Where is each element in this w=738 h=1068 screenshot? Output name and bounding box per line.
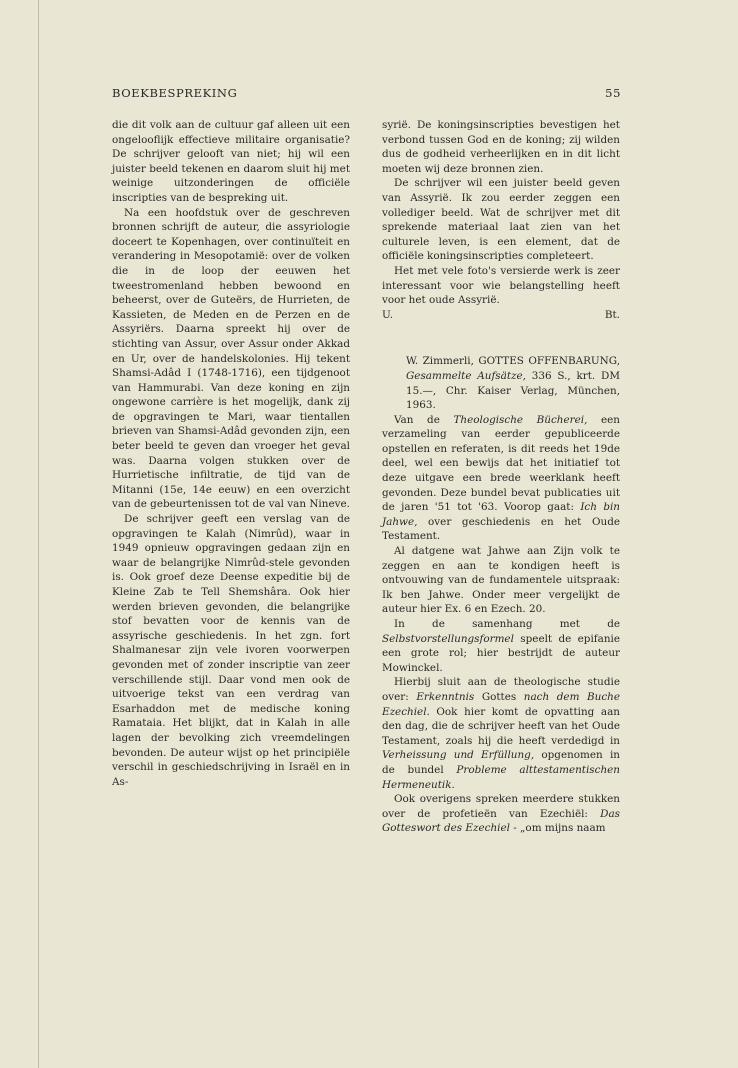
paragraph: In de samenhang met de Selbstvorstellungsformel speelt de epifanie een grote rol; hier bestrijdt de auteur Mowinckel. xyxy=(382,618,620,674)
essay-title: Ich bin Jahwe, xyxy=(382,501,620,528)
review-details: 336 S., krt. DM 15.—, Chr. Kaiser Verlag, München, 1963. xyxy=(406,369,620,412)
paragraph: De schrijver geeft een verslag van de opgravingen te Kalah (Nimrûd), waar in 1949 opnieuw opgravingen gedaan zijn en waar de belangrijke Nimrûd-stele gevonden is. Ook groef deze Deense expeditie bij de Kleine Zab te Tell Shemshâra. Ook hier werden brieven gevonden, die belangrijke stof bevatten voor de kennis van de assyrische geschiedenis. In het zgn. fort Shalmanesar zijn vele ivoren voorwerpen gevonden met of zonder inscriptie van zeer verschillende stijl. Daar vond men ook de uitvoerige tekst van een verdrag van Esarhaddon met de medische koning Ramataia. Het blijkt, dat in Kalah in alle lagen der bevolking zich vreemdelingen bevonden. De auteur wijst op het principiële verschil in geschiedschrijving in Israël en in As- xyxy=(112,513,350,788)
paragraph: Ook overigens spreken meerdere stukken over de profetieën van Ezechiël: Das Gotteswort des Ezechiel - „om mijns naam xyxy=(382,793,620,835)
book-title: Verheissung und Erfüllung, xyxy=(382,749,535,762)
review-subtitle: Gesammelte Aufsätze, xyxy=(406,369,526,382)
paragraph: Na een hoofdstuk over de geschreven bronnen schrijft de auteur, die assyriologie doceert te Kopenhagen, over continuïteit en verandering in Mesopotamië: over de volken die in de loop der eeuwen het tweestromenland hebben bewoond en beheerst, over de Guteërs, de Hurrieten, de Kassieten, de Meden en de Perzen en de Assyriërs. Daarna spreekt hij over de stichting van Assur, over Assur onder Akkad en Ur, over de handelskolonies. Hij tekent Shamsi-Adâd I (1748-1716), een tijdgenoot van Hammurabi. Van deze koning en zijn ongewone carrière is het mogelijk, dank zij de opgravingen te Mari, waar tientallen brieven van Shamsi-Adâd gevonden zijn, een beter beeld te geven dan vroeger het geval was. Daarna volgen stukken over de Hurrietische infiltratie, de tijd van de Mitanni (15e, 14e eeuw) en een overzicht van de gebeurtenissen tot de val van Nineve. xyxy=(112,206,350,511)
right-column xyxy=(382,118,620,836)
paragraph: Van de Theologische Bücherei, een verzameling van eerder gepubliceerde opstellen en referaten, is dit reeds het 19de deel, wel een bewijs dat het initiatief tot deze uitgave een brede weerklank heeft gevonden. Deze bundel bevat publicaties uit de jaren '51 tot '63. Voorop gaat: Ich bin Jahwe, over geschiedenis en het Oude Testament. xyxy=(382,413,620,543)
essay-title: Das Gotteswort des Ezechiel xyxy=(382,807,620,835)
paragraph: Al datgene wat Jahwe aan Zijn volk te zeggen en aan te kondigen heeft is ontvouwing van de fundamentele uitspraak: Ik ben Jahwe. Onder meer vergelijkt de auteur hier Ex. 6 en Ezech. 20. xyxy=(382,545,620,616)
paragraph: Hierbij sluit aan de theologische studie over: Erkenntnis Gottes nach dem Buche Ezechiel. Ook hier komt de opvatting aan den dag, die de schrijver heeft van het Oude Testament, zoals hij die heeft verdedigd in Verheissung und Erfüllung, opgenomen in de bundel Probleme alttestamentischen Hermeneutik. xyxy=(382,676,620,791)
paragraph: die dit volk aan de cultuur gaf alleen uit een ongelooflijk effectieve militaire organisatie? De schrijver gelooft van niet; hij wil een juister beeld tekenen en daarom sluit hij met weinige uitzonderingen de officiële inscripties van de bespreking uit. xyxy=(112,119,350,204)
paragraph: syrië. De koningsinscripties bevestigen het verbond tussen God en de koning; zij wilden dus de godheid verheerlijken en in dit licht moeten wij deze bronnen zien. xyxy=(382,119,620,175)
book-title: Probleme alttestamentischen Hermeneutik. xyxy=(382,763,620,791)
page-number: 55 xyxy=(605,86,621,100)
paragraph: Het met vele foto's versierde werk is zeer interessant voor wie belangstelling heeft voor het oude Assyrië. xyxy=(382,264,620,307)
signature-left: U. xyxy=(382,308,394,321)
signature-right: Bt. xyxy=(604,308,620,321)
essay-title: Erkenntnis xyxy=(416,690,475,703)
review-author-title: W. Zimmerli, GOTTES OFFENBARUNG, xyxy=(406,355,620,368)
running-header xyxy=(112,86,621,100)
left-column xyxy=(112,118,350,789)
paragraph: De schrijver wil een juister beeld geven van Assyrië. Ik zou eerder zeggen een vollediger beeld. Wat de schrijver met dit sprekende materiaal laat zien van het culturele leven, is een element, dat de officiële koningsinscripties completeert. xyxy=(382,177,620,263)
page-edge xyxy=(38,0,39,1068)
series-title: Theologische Bücherei, xyxy=(453,413,588,426)
header-title: BOEKBESPREKING xyxy=(112,86,238,100)
essay-title: Selbstvorstellungsformel xyxy=(382,632,514,645)
review-heading xyxy=(382,354,620,412)
essay-title: nach dem Buche Ezechiel. xyxy=(382,690,620,718)
review-signature xyxy=(382,308,620,323)
